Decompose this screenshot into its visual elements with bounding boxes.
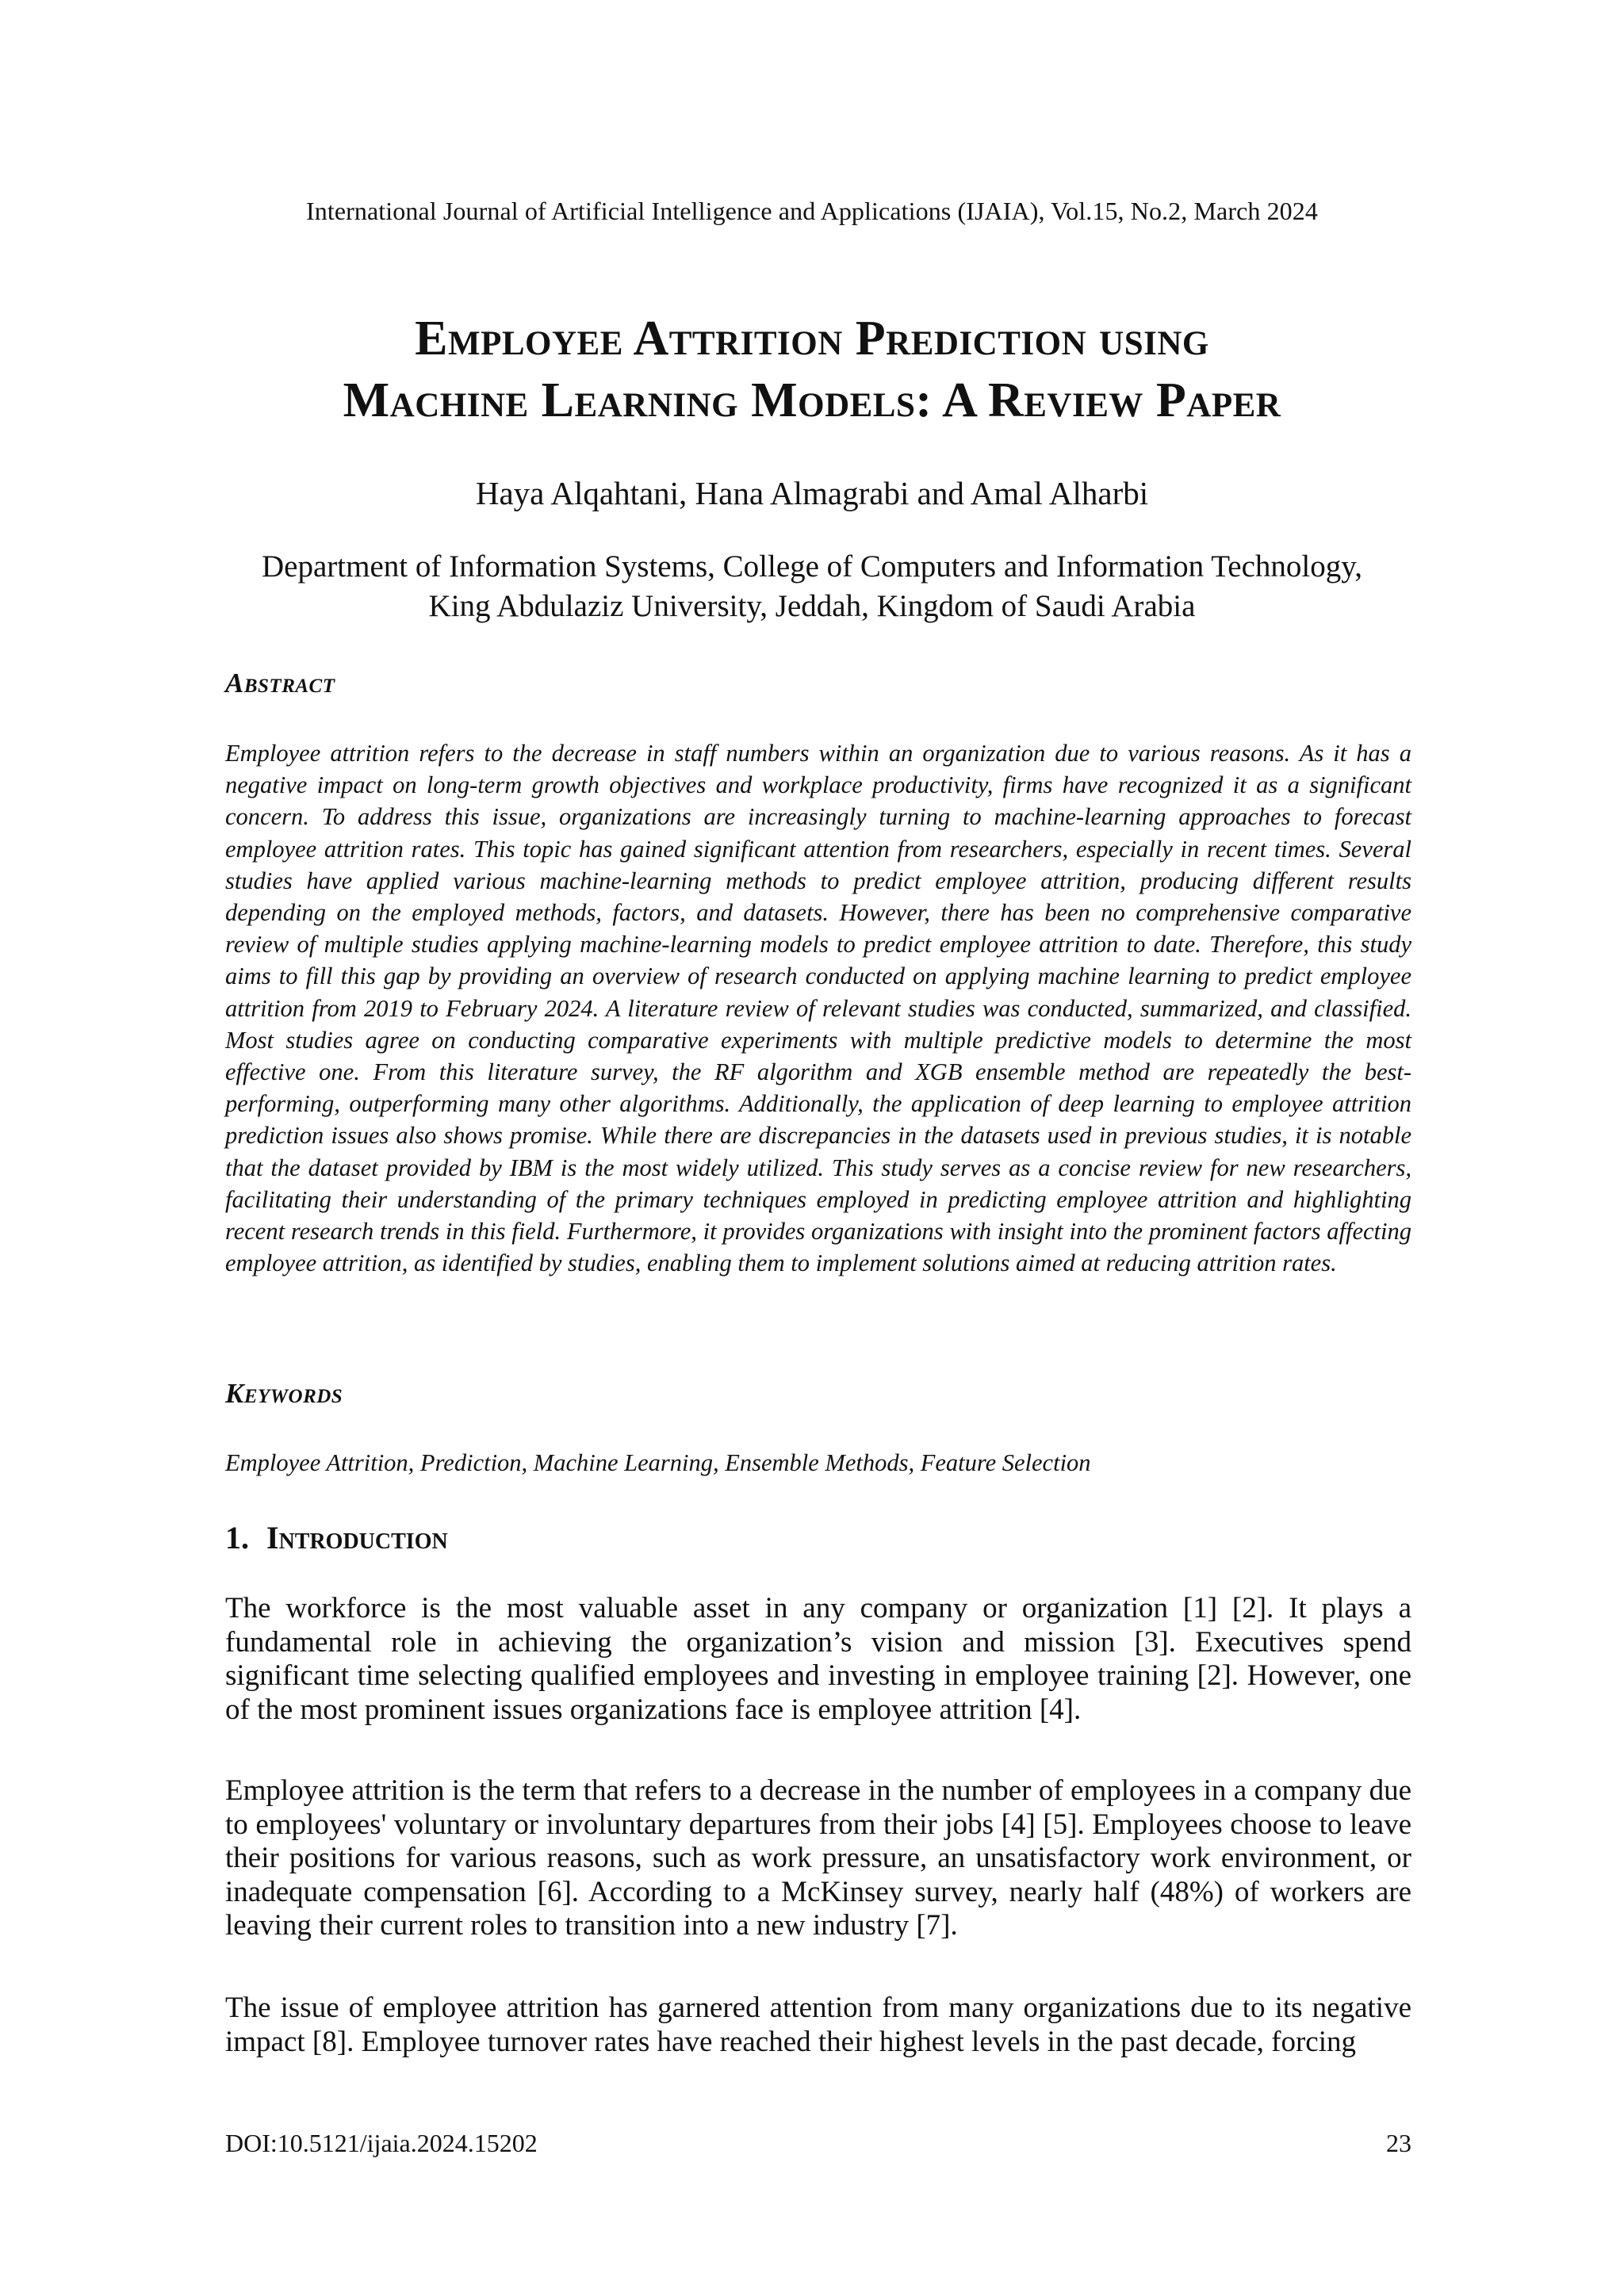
- abstract-heading: Abstract: [225, 668, 335, 698]
- keywords-text: Employee Attrition, Prediction, Machine Learning, Ensemble Methods, Feature Selection: [225, 1449, 1091, 1476]
- affiliation: [119, 547, 1505, 626]
- footer-doi: DOI:10.5121/ijaia.2024.15202: [225, 2129, 538, 2157]
- paper-title: [159, 308, 1465, 431]
- running-header: International Journal of Artificial Intelligence and Applications (IJAIA), Vol.15, No.2, March 2024: [306, 197, 1318, 225]
- body-paragraph: The issue of employee attrition has garnered attention from many organizations due to its negative impact [8]. Employee turnover rates have reached their highest levels in the past decade, forcing: [225, 1992, 1411, 2058]
- affiliation-line-1: Department of Information Systems, College of Computers and Information Technology,: [262, 549, 1362, 584]
- section-title: Introduction: [266, 1520, 448, 1556]
- section-number: 1.: [225, 1520, 249, 1556]
- body-paragraph: The workforce is the most valuable asset in any company or organization [1] [2]. It plays a fundamental role in achieving the organization’s vision and mission [3]. Executives spend significant time selecting qualified employees and investing in employee training [2]. However, one of the most prominent issues organizations face is employee attrition [4].: [225, 1592, 1411, 1726]
- section-heading-introduction: [225, 1519, 448, 1556]
- body-paragraph: Employee attrition is the term that refers to a decrease in the number of employees in a company due to employees' voluntary or involuntary departures from their jobs [4] [5]. Employees choose to leave their positions for various reasons, such as work pressure, an unsatisfactory work environment, or inadequate compensation [6]. According to a McKinsey survey, nearly half (48%) of workers are leaving their current roles to transition into a new industry [7].: [225, 1774, 1411, 1942]
- paper-title-line-1: Employee Attrition Prediction using: [415, 312, 1209, 365]
- author-list: Haya Alqahtani, Hana Almagrabi and Amal Alharbi: [475, 475, 1149, 511]
- affiliation-line-2: King Abdulaziz University, Jeddah, Kingdom of Saudi Arabia: [428, 589, 1196, 623]
- page-number: 23: [1386, 2129, 1411, 2157]
- abstract-text: Employee attrition refers to the decrease in staff numbers within an organization due to various reasons. As it has a negative impact on long-term growth objectives and workplace productivity, firms have recognized it as a significant concern. To address this issue, organizations are increasingly turning to machine-learning approaches to forecast employee attrition rates. This topic has gained significant attention from researchers, especially in recent times. Several studies have applied various machine-learning methods to predict employee attrition, producing different results depending on the employed methods, factors, and datasets. However, there has been no comprehensive comparative review of multiple studies applying machine-learning models to predict employee attrition to date. Therefore, this study aims to fill this gap by providing an overview of research conducted on applying machine learning to predict employee attrition from 2019 to February 2024. A literature review of relevant studies was conducted, summarized, and classified. Most studies agree on conducting comparative experiments with multiple predictive models to determine the most effective one. From this literature survey, the RF algorithm and XGB ensemble method are repeatedly the best-performing, outperforming many other algorithms. Additionally, the application of deep learning to employee attrition prediction issues also shows promise. While there are discrepancies in the datasets used in previous studies, it is notable that the dataset provided by IBM is the most widely utilized. This study serves as a concise review for new researchers, facilitating their understanding of the primary techniques employed in predicting employee attrition and highlighting recent research trends in this field. Furthermore, it provides organizations with insight into the prominent factors affecting employee attrition, as identified by studies, enabling them to implement solutions aimed at reducing attrition rates.: [225, 740, 1411, 1277]
- keywords-heading: Keywords: [225, 1378, 343, 1409]
- paper-title-line-2: Machine Learning Models: A Review Paper: [343, 373, 1281, 427]
